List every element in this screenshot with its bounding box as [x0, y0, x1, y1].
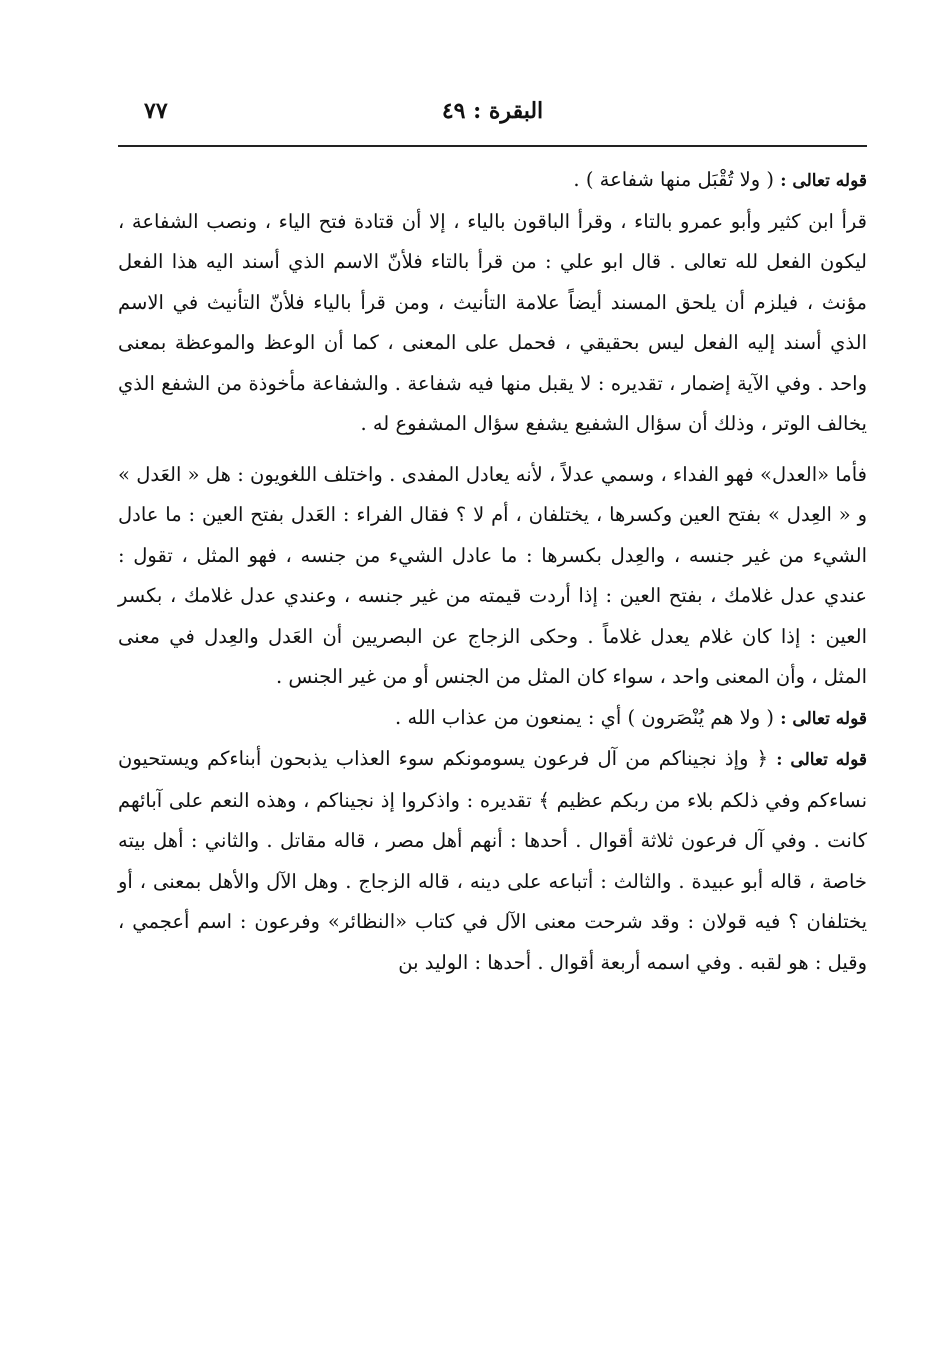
verse-text: ﴿ وإذ نجيناكم من آل فرعون يسومونكم سوء العذاب يذبحون أبناءكم ويستحيون نساءكم وفي ذلكم بلاء من ربكم عظيم ﴾ تقديره : واذكروا إذ نجيناكم ، وهذه النعم على آبائهم كانت . وفي آل فرعون ثلاثة أقوال . أحدها : أنهم أهل مصر ، قاله مقاتل . والثاني : أهل بيته خاصة ، قاله أبو عبيدة . والثالث : أتباعه على دينه ، قاله الزجاج . وهل الآل والأهل بمعنى ، أو يختلفان ؟ فيه قولان : وقد شرحت معنى الآل في كتاب «النظائر» وفرعون : اسم أعجمي ، وقيل : هو لقبه . وفي اسمه أربعة أقوال . أحدها : الوليد بن	[118, 747, 867, 974]
verse-text: ( ولا هم يُنْصَرون ) أي : يمنعون من عذاب الله .	[395, 705, 775, 729]
verse-lead: قوله تعالى :	[776, 750, 867, 770]
verse-text: ( ولا تُقْبَل منها شفاعة ) .	[573, 168, 775, 191]
paragraph-1	[118, 160, 867, 202]
paragraph-5	[118, 739, 867, 983]
verse-lead: قوله تعالى :	[780, 171, 867, 191]
paragraph-3: فأما «العدل» فهو الفداء ، وسمي عدلاً ، لأنه يعادل المفدى . واختلف اللغويون : هل « العَدل » و « العِدل » بفتح العين وكسرها ، يختلفان ، أم لا ؟ فقال الفراء : العَدل بفتح العين : ما عادل الشيء من غير جنسه ، والعِدل بكسرها : ما عادل الشيء من جنسه ، فهو المثل ، تقول : عندي عدل غلامك ، بفتح العين : إذا أردت قيمته من غير جنسه ، وعندي عدل غلامك ، بكسر العين : إذا كان غلام يعدل غلاماً . وحكى الزجاج عن البصريين أن العَدل والعِدل في معنى المثل ، وأن المعنى واحد ، سواء كان المثل من الجنس أو من غير الجنس .	[118, 462, 867, 688]
paragraph-4	[118, 698, 867, 740]
running-title: البقرة : ٤٩	[441, 98, 544, 124]
page-header	[118, 92, 867, 132]
verse-lead: قوله تعالى :	[780, 708, 867, 729]
page-number: ٧٧	[144, 98, 168, 124]
header-rule	[118, 145, 867, 147]
main-text	[118, 160, 867, 983]
paragraph-2: قرأ ابن كثير وأبو عمرو بالتاء ، وقرأ الباقون بالياء ، إلا أن قتادة فتح الياء ، ونصب الشفاعة ، ليكون الفعل لله تعالى . قال ابو علي : من قرأ بالتاء فلأنّ الاسم الذي أسند اليه هذا الفعل مؤنث ، فيلزم أن يلحق المسند أيضاً علامة التأنيث ، ومن قرأ بالياء فلأنّ التأنيث في الاسم الذي أسند إليه الفعل ليس بحقيقي ، فحمل على المعنى ، كما أن الوعظ والموعظة بمعنى واحد . وفي الآية إضمار ، تقديره : لا يقبل منها فيه شفاعة . والشفاعة مأخوذة من الشفع الذي يخالف الوتر ، وذلك أن سؤال الشفيع يشفع سؤال المشفوع له .	[118, 209, 867, 435]
